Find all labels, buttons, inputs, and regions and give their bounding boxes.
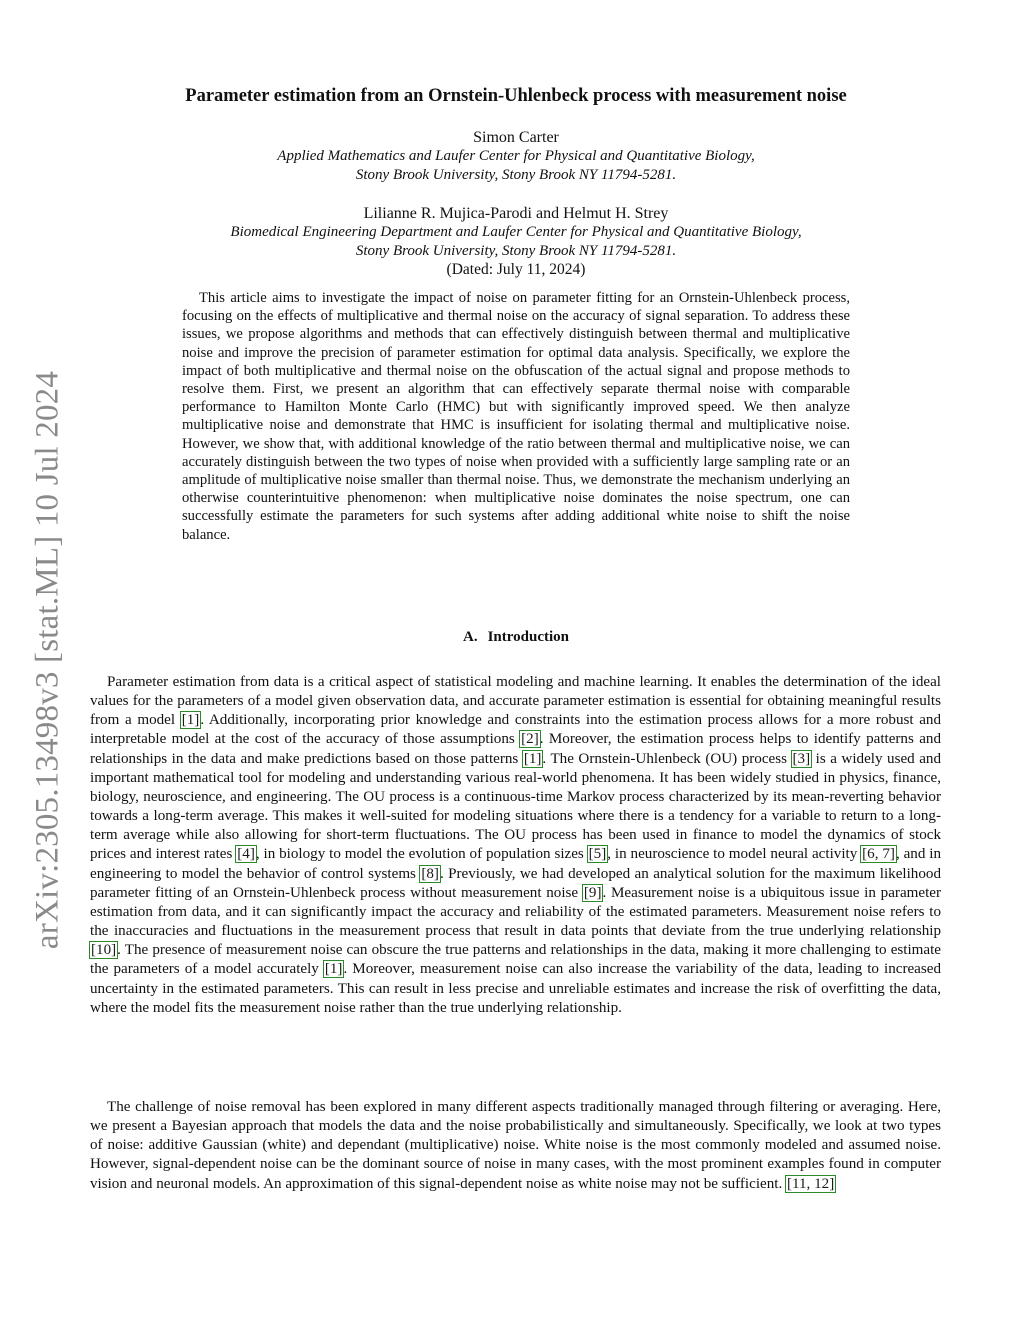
intro-paragraph-1	[90, 673, 941, 1018]
paragraph-text: . The presence of measurement noise can obscure the true patterns and relationships in the data, making it more challenging to estimate the parameters of a model accurately	[90, 942, 941, 978]
paragraph-text: . The Ornstein-Uhlenbeck (OU) process	[542, 750, 792, 767]
citation-link[interactable]: [9]	[583, 884, 602, 901]
author-affiliation-line: Biomedical Engineering Department and Laufer Center for Physical and Quantitative Biology,	[230, 224, 802, 240]
author-affiliation-line: Applied Mathematics and Laufer Center for Physical and Quantitative Biology,	[277, 148, 755, 164]
citation-link[interactable]: [3]	[792, 750, 811, 767]
citation-link[interactable]: [11, 12]	[787, 1175, 835, 1192]
section-heading	[90, 629, 942, 646]
paper-title: Parameter estimation from an Ornstein-Uhlenbeck process with measurement noise	[185, 86, 847, 106]
author-names: Simon Carter	[473, 129, 559, 146]
paragraph-text: is a widely used and important mathematical tool for modeling and understanding various real-world phenomena. It has been widely studied in physics, finance, biology, neuroscience, and engineering. The OU process is a continuous-time Markov process characterized by its mean-reverting behavior towards a long-term average. This makes it well-suited for modeling situations where there is a tendency for a variable to return to a long-term average while also allowing for short-term fluctuations. The OU process has been used in finance to model the dynamics of stock prices and interest rates	[90, 750, 942, 863]
author-block-1	[90, 128, 942, 184]
paragraph-text: , and in engineering to model the behavior of control systems	[90, 846, 941, 882]
paragraph-text: . Moreover, the estimation process helps to identify patterns and relationships in the data and make predictions based on those patterns	[90, 731, 941, 767]
section-number: A.	[462, 629, 478, 645]
paragraph-text: Parameter estimation from data is a critical aspect of statistical modeling and machine learning. It enables the determination of the ideal values for the parameters of a model given observation data, and accurate parameter estimation is essential for obtaining meaningful results from a model	[90, 674, 941, 729]
abstract: This article aims to investigate the impact of noise on parameter fitting for an Ornstein-Uhlenbeck process, focusing on the effects of multiplicative and thermal noise on the accuracy of signal separation. To address these issues, we propose algorithms and methods that can effectively distinguish between thermal and multiplicative noise and improve the precision of parameter estimation for optimal data analysis. Specifically, we explore the impact of both multiplicative and thermal noise on the obfuscation of the actual signal and propose methods to resolve them. First, we present an algorithm that can effectively separate thermal noise with comparable performance to Hamilton Monte Carlo (HMC) but with significantly improved speed. We then analyze multiplicative noise and demonstrate that HMC is insufficient for isolating thermal and multiplicative noise. However, we show that, with additional knowledge of the ratio between thermal and multiplicative noise, we can accurately distinguish between the two types of noise when provided with a sufficiently large sampling rate or an amplitude of multiplicative noise smaller than thermal noise. Thus, we demonstrate the mechanism underlying an otherwise counterintuitive phenomenon: when multiplicative noise dominates the noise spectrum, one can successfully estimate the parameters for such systems after adding additional white noise to shift the noise balance.	[182, 290, 850, 543]
paragraph-text: The challenge of noise removal has been explored in many different aspects traditionally managed through filtering or averaging. Here, we present a Bayesian approach that models the data and the noise probabilistically and simultaneously. Specifically, we look at two types of noise: additive Gaussian (white) and dependant (multiplicative) noise. White noise is the most commonly modeled and assumed noise. However, signal-dependent noise can be the dominant source of noise in many cases, with the most prominent examples found in computer vision and neuronal models. An approximation of this signal-dependent noise as white noise may not be sufficient.	[90, 1099, 941, 1192]
citation-link[interactable]: [10]	[91, 942, 117, 959]
citation-link[interactable]: [1]	[181, 712, 200, 729]
arxiv-identifier-stamp: arXiv:2305.13498v3 [stat.ML] 10 Jul 2024	[29, 370, 66, 950]
citation-link[interactable]: [4]	[237, 846, 255, 863]
dated-line: (Dated: July 11, 2024)	[446, 261, 586, 278]
paragraph-text: . Previously, we had developed an analytical solution for the maximum likelihood parameter fitting of an Ornstein-Uhlenbeck process without measurement noise	[90, 865, 941, 901]
paragraph-text: . Additionally, incorporating prior knowledge and constraints into the estimation process allows for a more robust and interpretable model at the cost of the accuracy of those assumptions	[90, 712, 941, 748]
citation-link[interactable]: [1]	[324, 961, 343, 978]
author-affiliation-line: Stony Brook University, Stony Brook NY 11794-5281.	[355, 166, 677, 183]
citation-link[interactable]: [5]	[588, 846, 607, 863]
author-block-2	[90, 204, 942, 279]
section-title: Introduction	[487, 629, 569, 645]
citation-link[interactable]: [8]	[421, 865, 439, 882]
paragraph-text: , in biology to model the evolution of population sizes	[255, 846, 588, 863]
citation-link[interactable]: [2]	[521, 731, 539, 748]
author-names: Lilianne R. Mujica-Parodi and Helmut H. Strey	[363, 205, 669, 222]
author-affiliation-line: Stony Brook University, Stony Brook NY 11794-5281.	[355, 242, 677, 259]
intro-paragraph-2	[90, 1098, 941, 1194]
paragraph-text: . Measurement noise is a ubiquitous issue in parameter estimation from data, and it can significantly impact the accuracy and reliability of the estimated parameters. Measurement noise refers to the inaccuracies and fluctuations in the measurement process that result in data points that deviate from the true underlying relationship	[90, 884, 941, 940]
paragraph-text: , in neuroscience to model neural activity	[607, 846, 862, 863]
citation-link[interactable]: [6, 7]	[862, 846, 895, 863]
paragraph-text: . Moreover, measurement noise can also increase the variability of the data, leading to increased uncertainty in the estimated parameters. This can result in less precise and unreliable estimates and increase the risk of overfitting the data, where the model fits the measurement noise rather than the true underlying relationship.	[90, 961, 941, 1016]
citation-link[interactable]: [1]	[523, 750, 542, 767]
